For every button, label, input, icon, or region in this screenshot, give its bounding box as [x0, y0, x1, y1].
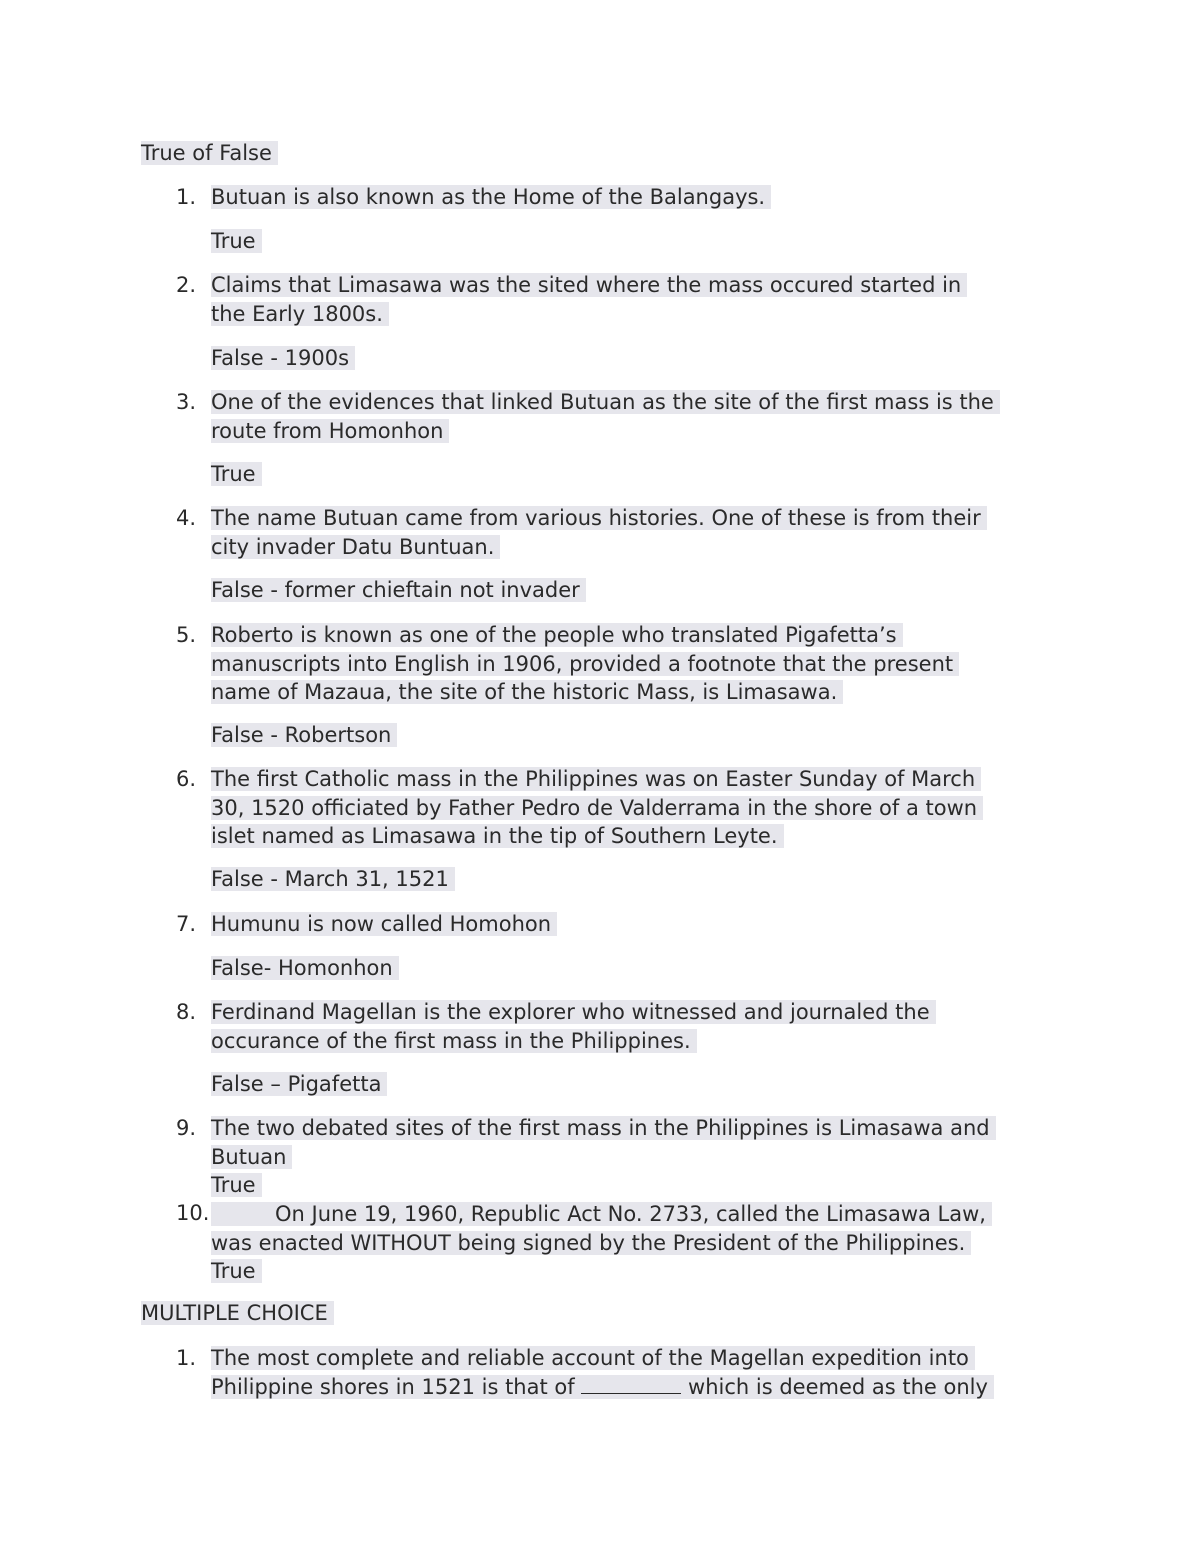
question-number: 3. — [176, 390, 197, 414]
answer-text: True — [211, 1259, 262, 1283]
answer-text: False - former chieftain not invader — [211, 578, 586, 602]
question-text: The name Butuan came from various histories. One of these is from their city invader Datu Buntuan. — [211, 504, 1071, 561]
section-heading-multiple-choice: MULTIPLE CHOICE — [141, 1301, 334, 1325]
question-text: The first Catholic mass in the Philippines was on Easter Sunday of March 30, 1520 officiated by Father Pedro de Valderrama in the shore of a town islet named as Limasawa in the tip of Southern Leyte. — [211, 765, 1071, 851]
answer-text: True — [211, 1173, 262, 1197]
question-text: The two debated sites of the first mass in the Philippines is Limasawa and Butuan True — [211, 1114, 1071, 1200]
question-number: 5. — [176, 623, 197, 647]
answer-text: True — [211, 229, 262, 253]
question-text: Humunu is now called Homohon — [211, 910, 1071, 939]
section-heading-true-false: True of False — [141, 141, 278, 165]
answer-blank — [581, 1375, 681, 1394]
answer-text: False - 1900s — [211, 346, 355, 370]
question-number: 4. — [176, 506, 197, 530]
question-number: 9. — [176, 1116, 197, 1140]
question-text: Ferdinand Magellan is the explorer who witnessed and journaled the occurance of the first mass in the Philippines. — [211, 998, 1071, 1055]
question-number: 1. — [176, 185, 197, 209]
answer-text: False- Homonhon — [211, 956, 399, 980]
answer-text: False - March 31, 1521 — [211, 867, 455, 891]
question-text: Butuan is also known as the Home of the Balangays. — [211, 183, 1071, 212]
question-text: The most complete and reliable account of the Magellan expedition into Philippine shores in 1521 is that of which is deemed as the only — [211, 1344, 1071, 1401]
question-number: 10. — [176, 1201, 210, 1225]
answer-text: True — [211, 462, 262, 486]
question-number: 1. — [176, 1346, 197, 1370]
question-number: 8. — [176, 1000, 197, 1024]
question-text: Roberto is known as one of the people who translated Pigafetta’s manuscripts into English in 1906, provided a footnote that the present name of Mazaua, the site of the historic Mass, is Limasawa. — [211, 621, 1071, 707]
question-text: On June 19, 1960, Republic Act No. 2733, called the Limasawa Law, was enacted WITHOUT being signed by the President of the Philippines. True — [211, 1200, 1071, 1286]
question-number: 7. — [176, 912, 197, 936]
question-number: 6. — [176, 767, 197, 791]
question-number: 2. — [176, 273, 197, 297]
answer-text: False - Robertson — [211, 723, 397, 747]
answer-text: False – Pigafetta — [211, 1072, 387, 1096]
question-text: Claims that Limasawa was the sited where the mass occured started in the Early 1800s. — [211, 271, 1071, 328]
question-text: One of the evidences that linked Butuan as the site of the first mass is the route from Homonhon — [211, 388, 1071, 445]
